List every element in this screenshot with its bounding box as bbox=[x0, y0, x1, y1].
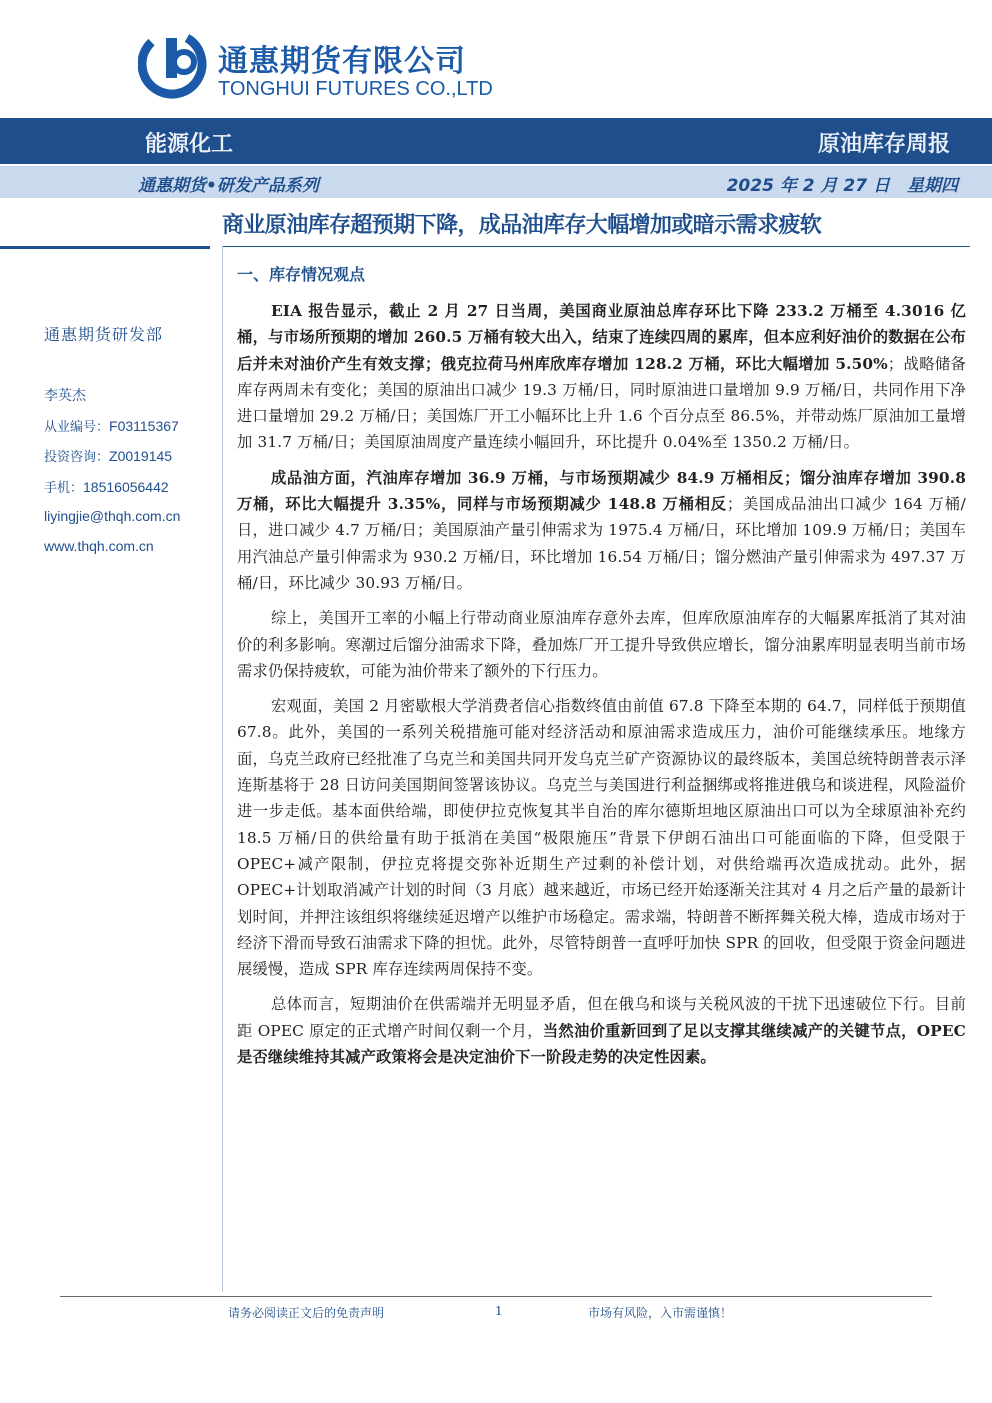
analyst-consult-row bbox=[44, 446, 172, 465]
analyst-phone-row bbox=[44, 477, 169, 496]
series-label: 通惠期货•研发产品系列 bbox=[138, 176, 319, 196]
paragraph-text: ；美国成品油出口减少 164 万桶/日，进口减少 4.7 万桶/日；美国原油产量引伸需求为 1975.4 万桶/日，环比增加 109.9 万桶/日；美国车用汽油总产量引伸需求为 930.2 万桶/日，环比增加 16.54 万桶/日；馏分燃油产量引伸需求为 497.37 万桶/日，环比减少 30.93 万桶/日。 bbox=[237, 495, 966, 592]
website-link[interactable]: www.thqh.com.cn bbox=[44, 538, 154, 554]
paragraph-bold: 当然油价重新回到了足以支撑其继续减产的关键节点，OPEC 是否继续维持其减产政策将会是决定油价下一阶段走势的决定性因素。 bbox=[237, 1021, 966, 1067]
paragraph-text: 宏观面，美国 2 月密歇根大学消费者信心指数终值由前值 67.8 下降至本期的 64.7，同样低于预期值 67.8。此外，美国的一系列关税措施可能对经济活动和原油需求造成压力，油价可能继续承压。地缘方面，乌克兰政府已经批准了乌克兰和美国共同开发乌克兰矿产资源协议的最终版本，美国总统特朗普表示泽连斯基将于 28 日访问美国期间签署该协议。乌克兰与美国进行利益捆绑或将推进俄乌和谈进程，风险溢价进一步走低。基本面供给端，即使伊拉克恢复其半自治的库尔德斯坦地区原油出口可以为全球原油补充约 18.5 万桶/日的供给量有助于抵消在美国“极限施压”背景下伊朗石油出口可能面临的下降，但受限于 OPEC+减产限制，伊拉克将提交弥补近期生产过剩的补偿计划，对供给端再次造成扰动。此外，据 OPEC+计划取消减产计划的时间（3 月底）越来越近，市场已经开始逐渐关注其对 4 月之后产量的最新计划时间，并押注该组织将继续延迟增产以维护市场稳定。需求端，特朗普不断挥舞关税大棒，造成市场对于经济下滑而导致石油需求下降的担忧。此外，尽管特朗普一直呼吁加快 SPR 的回收，但受限于资金问题进展缓慢，造成 SPR 库存连续两周保持不变。 bbox=[237, 697, 966, 979]
header-band bbox=[0, 118, 992, 164]
company-logo-icon bbox=[138, 28, 208, 100]
paragraph-summary bbox=[237, 605, 966, 684]
paragraph-text: 综上，美国开工率的小幅上行带动商业原油库存意外去库，但库欣原油库存的大幅累库抵消了其对油价的利多影响。寒潮过后馏分油需求下降，叠加炼厂开工提升导致供应增长，馏分油累库明显表明当前市场需求仍保持疲软，可能为油价带来了额外的下行压力。 bbox=[237, 609, 966, 680]
paragraph-products bbox=[237, 465, 966, 596]
sector-label: 能源化工 bbox=[145, 132, 234, 157]
report-body bbox=[237, 298, 966, 1079]
paragraph-macro bbox=[237, 693, 966, 982]
info-label: 手机： bbox=[44, 481, 84, 496]
info-value: Z0019145 bbox=[109, 448, 173, 464]
section-title: 一、库存情况观点 bbox=[237, 265, 366, 284]
column-divider bbox=[222, 246, 223, 1292]
analyst-name: 李英杰 bbox=[44, 388, 86, 404]
subheader-band bbox=[0, 166, 992, 198]
page-number: 1 bbox=[495, 1304, 503, 1318]
paragraph-eia bbox=[237, 298, 966, 456]
headline-divider bbox=[222, 246, 970, 247]
analyst-email[interactable] bbox=[44, 508, 180, 525]
company-website[interactable] bbox=[44, 538, 154, 555]
footer-risk-notice: 市场有风险，入市需谨慎！ bbox=[588, 1306, 733, 1320]
report-date: 2025 年 2 月 27 日 星期四 bbox=[726, 176, 958, 196]
company-logo bbox=[138, 28, 518, 108]
info-value: 18516056442 bbox=[83, 479, 169, 495]
info-value: F03115367 bbox=[109, 418, 179, 434]
company-name-cn: 通惠期货有限公司 bbox=[218, 44, 466, 79]
report-headline: 商业原油库存超预期下降，成品油库存大幅增加或暗示需求疲软 bbox=[222, 213, 822, 238]
analyst-license-row bbox=[44, 416, 179, 435]
paragraph-text: ；战略储备库存两周未有变化；美国的原油出口减少 19.3 万桶/日，同时原油进口量增加 9.9 万桶/日，共同作用下净进口量增加 29.2 万桶/日；美国炼厂开工小幅环比上升 1.6 个百分点至 86.5%，并带动炼厂原油加工量增加 31.7 万桶/日；美国原油周度产量连续小幅回升，环比提升 0.04%至 1350.2 万桶/日。 bbox=[237, 354, 966, 452]
paragraph-bold: EIA 报告显示，截止 2 月 27 日当周，美国商业原油总库存环比下降 233.2 万桶至 4.3016 亿桶，与市场所预期的增加 260.5 万桶有较大出入，结束了连续四周的累库，但本应利好油价的数据在公布后并未对油价产生有效支撑；俄克拉荷马州库欣库存增加 128.2 万桶，环比大幅增加 5.50% bbox=[237, 302, 966, 373]
paragraph-text: 总体而言，短期油价在供需端并无明显矛盾，但在俄乌和谈与关税风波的干扰下迅速破位下行。目前距 OPEC 原定的正式增产时间仅剩一个月， bbox=[237, 995, 966, 1040]
info-label: 投资咨询： bbox=[44, 450, 110, 465]
sidebar-divider bbox=[0, 246, 210, 249]
paragraph-bold: 成品油方面，汽油库存增加 36.9 万桶，与市场预期减少 84.9 万桶相反；馏分油库存增加 390.8 万桶，环比大幅提升 3.35%，同样与市场预期减少 148.8 万桶相反 bbox=[237, 468, 966, 514]
department-name: 通惠期货研发部 bbox=[44, 325, 164, 344]
email-link[interactable]: liyingjie@thqh.com.cn bbox=[44, 508, 181, 524]
footer-disclaimer[interactable]: 请务必阅读正文后的免责声明 bbox=[228, 1306, 385, 1320]
company-name-en: TONGHUI FUTURES CO.,LTD bbox=[218, 78, 493, 100]
paragraph-conclusion bbox=[237, 991, 966, 1070]
footer-divider bbox=[60, 1296, 932, 1297]
info-label: 从业编号： bbox=[44, 420, 110, 435]
report-type-label: 原油库存周报 bbox=[817, 132, 950, 157]
